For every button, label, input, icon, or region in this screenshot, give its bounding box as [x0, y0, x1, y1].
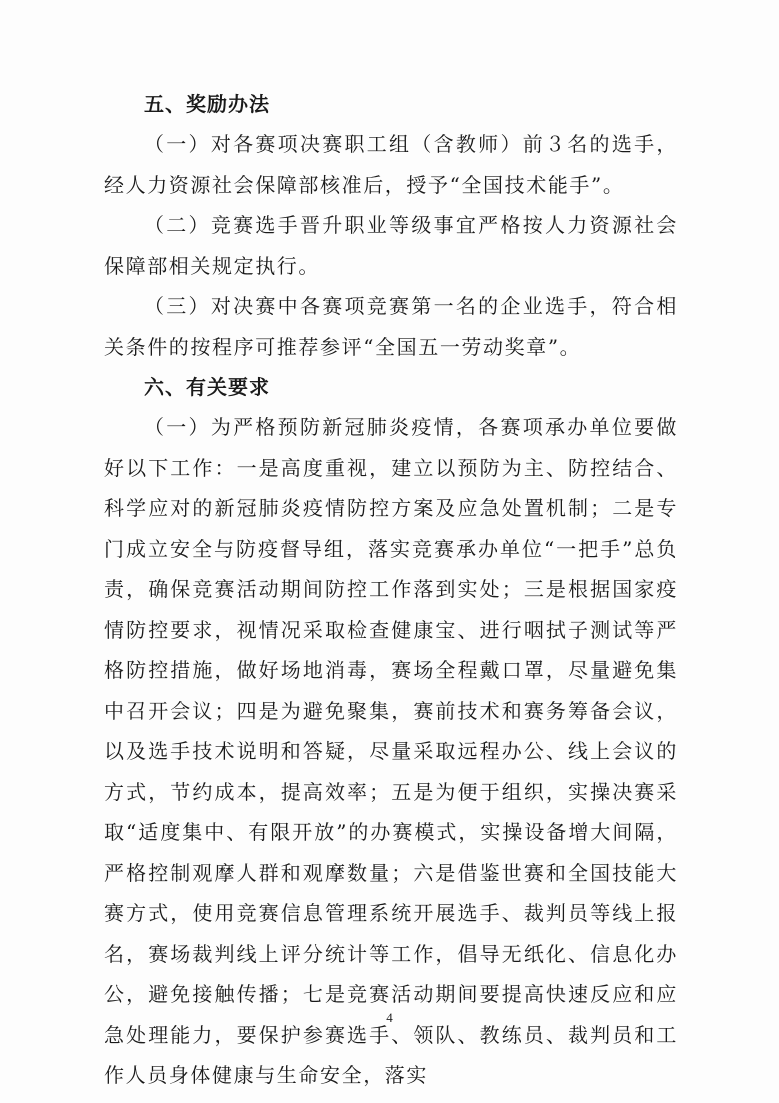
section-heading-rewards: 五、奖励办法 — [144, 92, 270, 116]
page-number: 4 — [386, 1010, 393, 1025]
section-heading-requirements: 六、有关要求 — [144, 375, 270, 399]
page-body — [104, 84, 678, 1096]
paragraph: （二）竞赛选手晋升职业等级事宜严格按人力资源社会保障部相关规定执行。 — [104, 213, 678, 278]
paragraph: （三）对决赛中各赛项竞赛第一名的企业选手，符合相关条件的按程序可推荐参评“全国五一劳动奖章”。 — [104, 294, 678, 359]
paragraph: （一）为严格预防新冠肺炎疫情，各赛项承办单位要做好以下工作：一是高度重视，建立以预防为主、防控结合、科学应对的新冠肺炎疫情防控方案及应急处置机制；二是专门成立安全与防疫督导组，落实竞赛承办单位“一把手”总负责，确保竞赛活动期间防控工作落到实处；三是根据国家疫情防控要求，视情况采取检查健康宝、进行咽拭子测试等严格防控措施，做好场地消毒，赛场全程戴口罩，尽量避免集中召开会议；四是为避免聚集，赛前技术和赛务筹备会议，以及选手技术说明和答疑，尽量采取远程办公、线上会议的方式，节约成本，提高效率；五是为便于组织，实操决赛采取“适度集中、有限开放”的办赛模式，实操设备增大间隔，严格控制观摩人群和观摩数量；六是借鉴世赛和全国技能大赛方式，使用竞赛信息管理系统开展选手、裁判员等线上报名，赛场裁判线上评分统计等工作，倡导无纸化、信息化办公，避免接触传播；七是竞赛活动期间要提高快速反应和应急处理能力，要保护参赛选手、领队、教练员、裁判员和工作人员身体健康与生命安全，落实 — [104, 415, 678, 1087]
paragraph: （一）对各赛项决赛职工组（含教师）前３名的选手，经人力资源社会保障部核准后，授予“全国技术能手”。 — [104, 132, 678, 197]
